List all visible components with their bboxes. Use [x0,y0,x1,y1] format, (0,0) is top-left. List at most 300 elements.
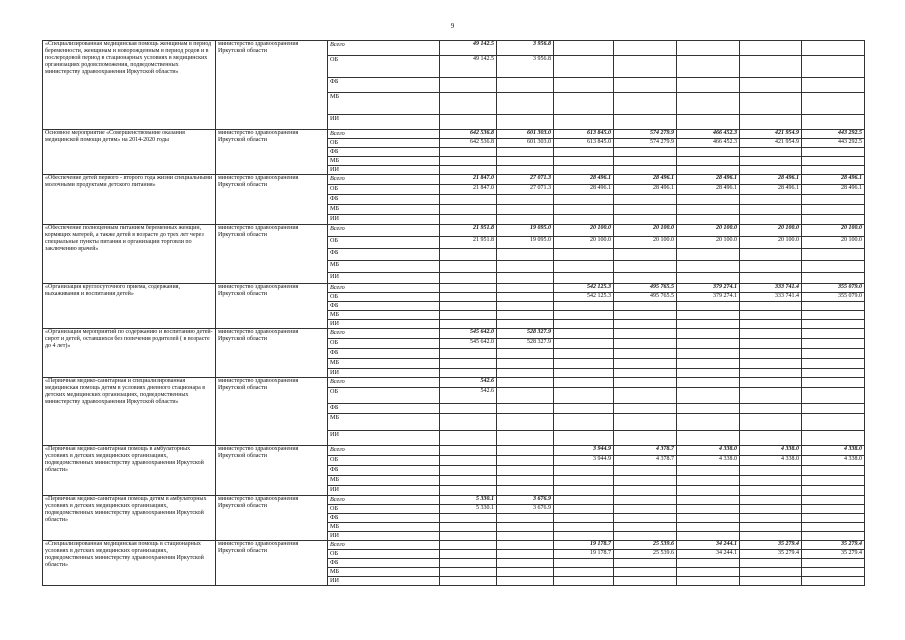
amount-cell [497,550,554,559]
funding-source: ИИ [328,431,440,446]
amount-cell [677,359,740,369]
amount-cell: 5 330.1 [440,496,497,505]
amount-cell: 21 847.0 [440,175,497,185]
amount-cell [677,205,740,215]
amount-cell [554,311,614,320]
amount-cell [440,273,497,284]
amount-cell [740,215,802,225]
amount-cell [677,148,740,157]
amount-cell: 20 100.0 [554,225,614,237]
amount-cell [440,349,497,359]
amount-cell [802,273,865,284]
amount-cell: 20 100.0 [677,237,740,249]
funding-source: ИИ [328,369,440,378]
amount-cell [554,466,614,476]
amount-cell [497,404,554,414]
funding-source: ОБ [328,550,440,559]
amount-cell [614,559,677,568]
amount-cell: 28 496.1 [740,175,802,185]
responsible-org: министерство здравоохранения Иркутской области [216,541,328,586]
amount-cell [740,414,802,431]
amount-cell [677,378,740,388]
amount-cell [614,311,677,320]
amount-cell [554,559,614,568]
amount-cell: 542 125.3 [554,293,614,302]
amount-cell [614,148,677,157]
table-row [43,130,865,139]
amount-cell [554,56,614,78]
amount-cell [677,115,740,130]
amount-cell [740,369,802,378]
amount-cell [440,311,497,320]
amount-cell [614,359,677,369]
amount-cell [614,388,677,404]
amount-cell: 4 338.0 [677,446,740,456]
amount-cell [740,302,802,311]
amount-cell [440,249,497,261]
funding-source: ОБ [328,56,440,78]
amount-cell [740,476,802,486]
measure-name: «Первичная медико-санитарная и специализированная медицинская помощь детям в условиях дневного стационара в детских медицинских организациях, подведомственных министерству здравоохранения Иркутской области» [43,378,216,446]
amount-cell: 3 944.9 [554,456,614,466]
amount-cell: 545 642.0 [440,339,497,349]
amount-cell [497,284,554,293]
amount-cell [554,302,614,311]
amount-cell [440,431,497,446]
amount-cell: 28 496.1 [677,185,740,195]
amount-cell [554,339,614,349]
amount-cell [740,568,802,577]
funding-source: МБ [328,205,440,215]
measure-name: Основное мероприятие «Совершенствование оказания медицинской помощи детям» на 2014-2020 годы [43,130,216,175]
funding-source: Всего [328,446,440,456]
amount-cell: 20 100.0 [554,237,614,249]
funding-source: ОБ [328,388,440,404]
amount-cell [802,205,865,215]
amount-cell [440,523,497,532]
amount-cell: 601 303.0 [497,130,554,139]
amount-cell [497,568,554,577]
amount-cell: 28 496.1 [614,185,677,195]
table-row [43,329,865,339]
amount-cell: 19 095.0 [497,225,554,237]
amount-cell [677,249,740,261]
amount-cell: 20 100.0 [614,237,677,249]
responsible-org: министерство здравоохранения Иркутской области [216,284,328,329]
amount-cell [554,320,614,329]
amount-cell [740,404,802,414]
amount-cell [740,329,802,339]
amount-cell [740,523,802,532]
amount-cell: 4 338.0 [802,456,865,466]
amount-cell [740,166,802,175]
table-row [43,446,865,456]
amount-cell [554,261,614,273]
amount-cell [614,273,677,284]
amount-cell [677,166,740,175]
amount-cell [440,148,497,157]
amount-cell [554,505,614,514]
responsible-org: министерство здравоохранения Иркутской области [216,41,328,130]
amount-cell: 528 327.9 [497,339,554,349]
amount-cell [677,523,740,532]
amount-cell [554,329,614,339]
amount-cell: 421 954.9 [740,139,802,148]
amount-cell: 21 847.0 [440,185,497,195]
amount-cell [614,78,677,93]
amount-cell: 355 079.0 [802,284,865,293]
amount-cell [740,78,802,93]
amount-cell [554,404,614,414]
amount-cell [614,41,677,56]
funding-source: МБ [328,568,440,577]
amount-cell [802,404,865,414]
funding-source: ФБ [328,249,440,261]
amount-cell [614,166,677,175]
amount-cell [740,93,802,115]
amount-cell [440,302,497,311]
amount-cell: 545 642.0 [440,329,497,339]
amount-cell [440,195,497,205]
amount-cell [497,359,554,369]
amount-cell [497,414,554,431]
amount-cell: 35 279.4 [740,541,802,550]
amount-cell [802,388,865,404]
table-body [43,41,865,586]
amount-cell [677,496,740,505]
amount-cell [802,369,865,378]
amount-cell [554,148,614,157]
amount-cell [614,431,677,446]
amount-cell [554,476,614,486]
amount-cell: 495 765.5 [614,293,677,302]
amount-cell [740,466,802,476]
funding-source: ФБ [328,349,440,359]
measure-name: «Обеспечение полноценным питанием беременных женщин, кормящих матерей, а также детей в возрасте до трех лет через специальные пункты питания и организации торговли по заключению врачей» [43,225,216,284]
amount-cell [802,431,865,446]
amount-cell [497,486,554,496]
amount-cell [440,476,497,486]
amount-cell [740,532,802,541]
amount-cell [440,261,497,273]
amount-cell [497,388,554,404]
amount-cell [554,78,614,93]
amount-cell [497,157,554,166]
amount-cell [802,568,865,577]
amount-cell [554,486,614,496]
amount-cell [677,78,740,93]
amount-cell [740,496,802,505]
amount-cell [554,157,614,166]
amount-cell: 19 178.7 [554,541,614,550]
amount-cell [802,414,865,431]
amount-cell: 28 496.1 [554,175,614,185]
amount-cell [740,56,802,78]
amount-cell [614,302,677,311]
amount-cell [802,577,865,586]
amount-cell [677,195,740,205]
amount-cell [614,476,677,486]
funding-source: ОБ [328,185,440,195]
amount-cell: 28 496.1 [614,175,677,185]
funding-source: МБ [328,359,440,369]
amount-cell: 34 244.1 [677,541,740,550]
amount-cell [440,93,497,115]
amount-cell [614,523,677,532]
amount-cell [614,404,677,414]
funding-source: Всего [328,496,440,505]
amount-cell [497,532,554,541]
amount-cell: 25 539.6 [614,541,677,550]
amount-cell [740,388,802,404]
amount-cell [497,514,554,523]
amount-cell [740,249,802,261]
amount-cell [740,148,802,157]
amount-cell [677,414,740,431]
amount-cell [440,456,497,466]
funding-source: Всего [328,378,440,388]
amount-cell [497,378,554,388]
amount-cell [554,205,614,215]
amount-cell [614,486,677,496]
amount-cell [740,261,802,273]
amount-cell [554,41,614,56]
amount-cell [554,195,614,205]
amount-cell: 613 845.0 [554,130,614,139]
funding-source: ИИ [328,320,440,329]
responsible-org: министерство здравоохранения Иркутской области [216,175,328,225]
responsible-org: министерство здравоохранения Иркутской области [216,378,328,446]
amount-cell [614,568,677,577]
amount-cell [677,577,740,586]
amount-cell [677,568,740,577]
amount-cell [677,514,740,523]
amount-cell: 443 292.5 [802,130,865,139]
amount-cell: 4 338.0 [740,456,802,466]
responsible-org: министерство здравоохранения Иркутской области [216,130,328,175]
amount-cell [614,261,677,273]
amount-cell [802,166,865,175]
amount-cell [497,320,554,329]
amount-cell [554,249,614,261]
amount-cell [554,378,614,388]
funding-source: Всего [328,130,440,139]
funding-source: ФБ [328,78,440,93]
amount-cell [802,311,865,320]
amount-cell [614,195,677,205]
funding-source: МБ [328,93,440,115]
amount-cell [740,378,802,388]
funding-source: ИИ [328,486,440,496]
amount-cell [802,115,865,130]
amount-cell [440,404,497,414]
amount-cell [614,466,677,476]
amount-cell [497,302,554,311]
amount-cell [677,157,740,166]
table-row [43,175,865,185]
amount-cell [614,329,677,339]
amount-cell: 27 071.3 [497,185,554,195]
amount-cell [802,523,865,532]
amount-cell [554,523,614,532]
amount-cell: 4 338.0 [677,456,740,466]
amount-cell: 28 496.1 [740,185,802,195]
amount-cell: 542.6 [440,378,497,388]
responsible-org: министерство здравоохранения Иркутской области [216,446,328,496]
amount-cell [440,577,497,586]
amount-cell [554,532,614,541]
funding-source: ОБ [328,456,440,466]
funding-source: ИИ [328,166,440,175]
amount-cell [497,273,554,284]
amount-cell [440,157,497,166]
amount-cell: 574 279.9 [614,139,677,148]
amount-cell [802,559,865,568]
measure-name: «Организация мероприятий по содержанию и воспитанию детей-сирот и детей, оставшихся без попечения родителей ( в возрасте до 4 лет)» [43,329,216,378]
amount-cell [677,339,740,349]
amount-cell [740,559,802,568]
amount-cell [677,505,740,514]
amount-cell [440,568,497,577]
amount-cell [802,496,865,505]
amount-cell [740,431,802,446]
amount-cell [677,273,740,284]
funding-source: МБ [328,476,440,486]
amount-cell [554,166,614,175]
amount-cell [740,41,802,56]
table-row [43,284,865,293]
amount-cell [740,273,802,284]
funding-source: Всего [328,284,440,293]
amount-cell [497,293,554,302]
measure-name: «Обеспечение детей первого - второго года жизни специальными молочными продуктами детского питания» [43,175,216,225]
amount-cell [554,514,614,523]
amount-cell [497,476,554,486]
amount-cell [497,205,554,215]
amount-cell [740,320,802,329]
amount-cell [677,41,740,56]
table-row [43,496,865,505]
amount-cell [802,261,865,273]
amount-cell [554,359,614,369]
amount-cell [614,577,677,586]
amount-cell [802,514,865,523]
amount-cell [677,532,740,541]
amount-cell [614,369,677,378]
funding-source: ОБ [328,505,440,514]
amount-cell [554,568,614,577]
amount-cell [440,550,497,559]
amount-cell: 20 100.0 [614,225,677,237]
amount-cell [677,349,740,359]
amount-cell [497,446,554,456]
amount-cell [440,541,497,550]
amount-cell [440,284,497,293]
amount-cell: 379 274.1 [677,284,740,293]
amount-cell [497,166,554,175]
amount-cell [614,339,677,349]
amount-cell [802,378,865,388]
amount-cell [440,414,497,431]
amount-cell [802,148,865,157]
funding-source: ОБ [328,139,440,148]
amount-cell: 466 452.3 [677,130,740,139]
amount-cell: 443 292.5 [802,139,865,148]
table-row [43,541,865,550]
amount-cell: 642 536.8 [440,130,497,139]
amount-cell: 3 676.9 [497,496,554,505]
amount-cell [497,523,554,532]
funding-source: ИИ [328,115,440,130]
amount-cell: 35 279.4 [740,550,802,559]
funding-source: МБ [328,311,440,320]
amount-cell [440,559,497,568]
amount-cell: 333 741.4 [740,284,802,293]
table-row [43,41,865,56]
amount-cell [497,78,554,93]
amount-cell: 4 338.0 [802,446,865,456]
amount-cell [614,205,677,215]
funding-source: ФБ [328,514,440,523]
funding-source: ИИ [328,577,440,586]
amount-cell: 21 951.8 [440,237,497,249]
amount-cell: 5 330.1 [440,505,497,514]
funding-source: Всего [328,541,440,550]
amount-cell [440,166,497,175]
amount-cell: 574 279.9 [614,130,677,139]
amount-cell: 49 142.5 [440,41,497,56]
amount-cell [440,215,497,225]
amount-cell [802,78,865,93]
amount-cell [497,541,554,550]
funding-source: Всего [328,175,440,185]
amount-cell [740,311,802,320]
amount-cell [802,329,865,339]
amount-cell [802,249,865,261]
amount-cell [677,302,740,311]
amount-cell: 27 071.3 [497,175,554,185]
amount-cell [497,115,554,130]
amount-cell [802,466,865,476]
amount-cell: 613 845.0 [554,139,614,148]
amount-cell: 35 279.4 [802,541,865,550]
amount-cell [497,431,554,446]
amount-cell [614,320,677,329]
amount-cell [740,339,802,349]
amount-cell [802,359,865,369]
amount-cell [497,215,554,225]
amount-cell [677,329,740,339]
amount-cell: 4 378.7 [614,446,677,456]
amount-cell [802,302,865,311]
measure-name: «Первичная медико-санитарная помощь в амбулаторных условиях в детских медицинских организациях, подведомственных министерству здравоохранения Иркутской области» [43,446,216,496]
amount-cell [440,532,497,541]
amount-cell [740,505,802,514]
amount-cell [614,496,677,505]
funding-source: ИИ [328,273,440,284]
budget-table [42,40,865,586]
amount-cell: 20 100.0 [802,237,865,249]
amount-cell: 379 274.1 [677,293,740,302]
amount-cell: 355 079.0 [802,293,865,302]
funding-source: Всего [328,329,440,339]
amount-cell: 28 496.1 [554,185,614,195]
amount-cell: 19 095.0 [497,237,554,249]
amount-cell: 25 539.6 [614,550,677,559]
amount-cell [740,195,802,205]
amount-cell [677,431,740,446]
funding-source: Всего [328,41,440,56]
